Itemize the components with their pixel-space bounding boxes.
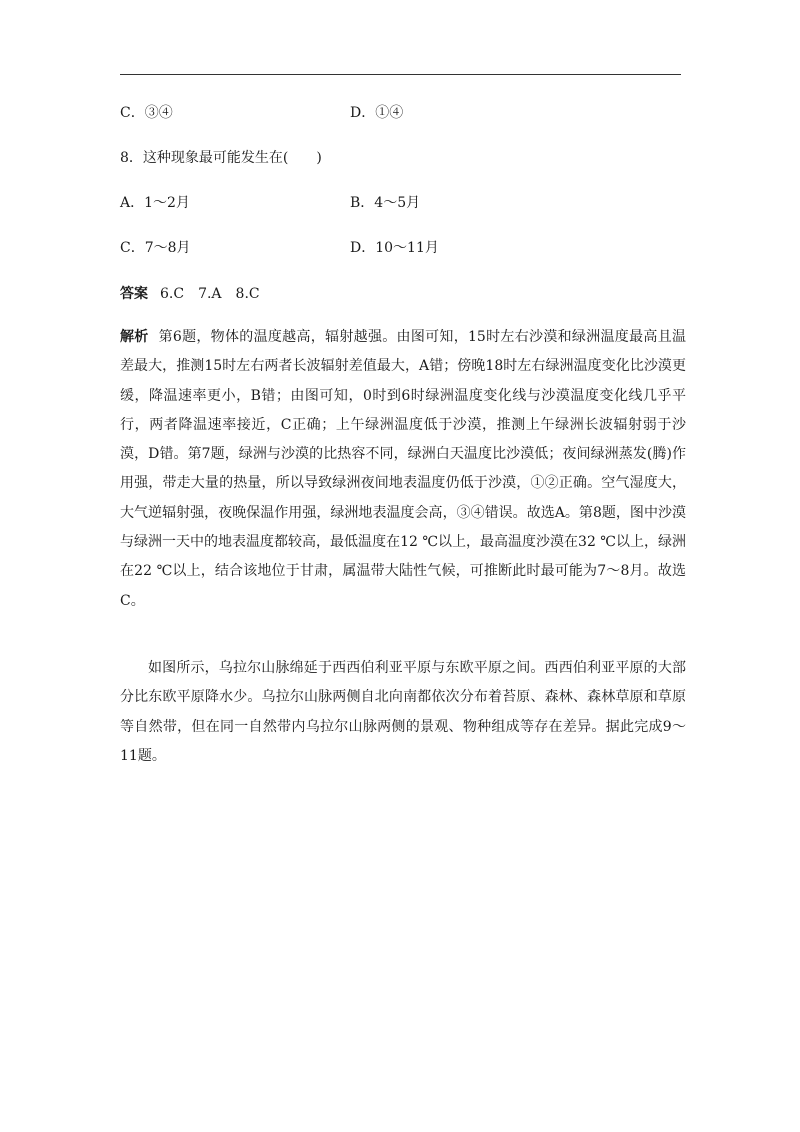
- answer-text: 6.C 7.A 8.C: [160, 286, 260, 302]
- analysis-paragraph: [120, 323, 686, 616]
- q8-option-d[interactable]: D．10～11月: [350, 240, 439, 256]
- answer-line: [120, 284, 260, 304]
- q8-stem: 8．这种现象最可能发生在( ): [120, 150, 322, 166]
- answer-label: 答案: [120, 286, 148, 302]
- q8-option-a[interactable]: A．1～2月: [120, 195, 190, 211]
- q8-option-c[interactable]: C．7～8月: [120, 240, 191, 256]
- q7-option-d[interactable]: D．①④: [350, 105, 404, 121]
- passage-paragraph: 如图所示，乌拉尔山脉绵延于西西伯利亚平原与东欧平原之间。西西伯利亚平原的大部分比东欧平原降水少。乌拉尔山脉两侧自北向南都依次分布着苔原、森林、森林草原和草原等自然带，但在同一自然带内乌拉尔山脉两侧的景观、物种组成等存在差异。据此完成9～11题。: [120, 660, 686, 764]
- analysis-label: 解析: [120, 329, 149, 345]
- analysis-text: 第6题，物体的温度越高，辐射越强。由图可知，15时左右沙漠和绿洲温度最高且温差最大，推测15时左右两者长波辐射差值最大，A错；傍晚18时左右绿洲温度变化比沙漠更缓，降温速率更小，B错；由图可知，0时到6时绿洲温度变化线与沙漠温度变化线几乎平行，两者降温速率接近，C正确；上午绿洲温度低于沙漠，推测上午绿洲长波辐射弱于沙漠，D错。第7题，绿洲与沙漠的比热容不同，绿洲白天温度比沙漠低；夜间绿洲蒸发(腾)作用强，带走大量的热量，所以导致绿洲夜间地表温度仍低于沙漠，①②正确。空气湿度大，大气逆辐射强，夜晚保温作用强，绿洲地表温度会高，③④错误。故选A。第8题，图中沙漠与绿洲一天中的地表温度都较高，最低温度在12 ℃以上，最高温度沙漠在32 ℃以上，绿洲在22 ℃以上，结合该地位于甘肃，属温带大陆性气候，可推断此时最可能为7～8月。故选C。: [120, 329, 686, 609]
- q8-option-b[interactable]: B．4～5月: [350, 195, 421, 211]
- header-rule: [120, 74, 681, 75]
- q7-option-c[interactable]: C．③④: [120, 105, 173, 121]
